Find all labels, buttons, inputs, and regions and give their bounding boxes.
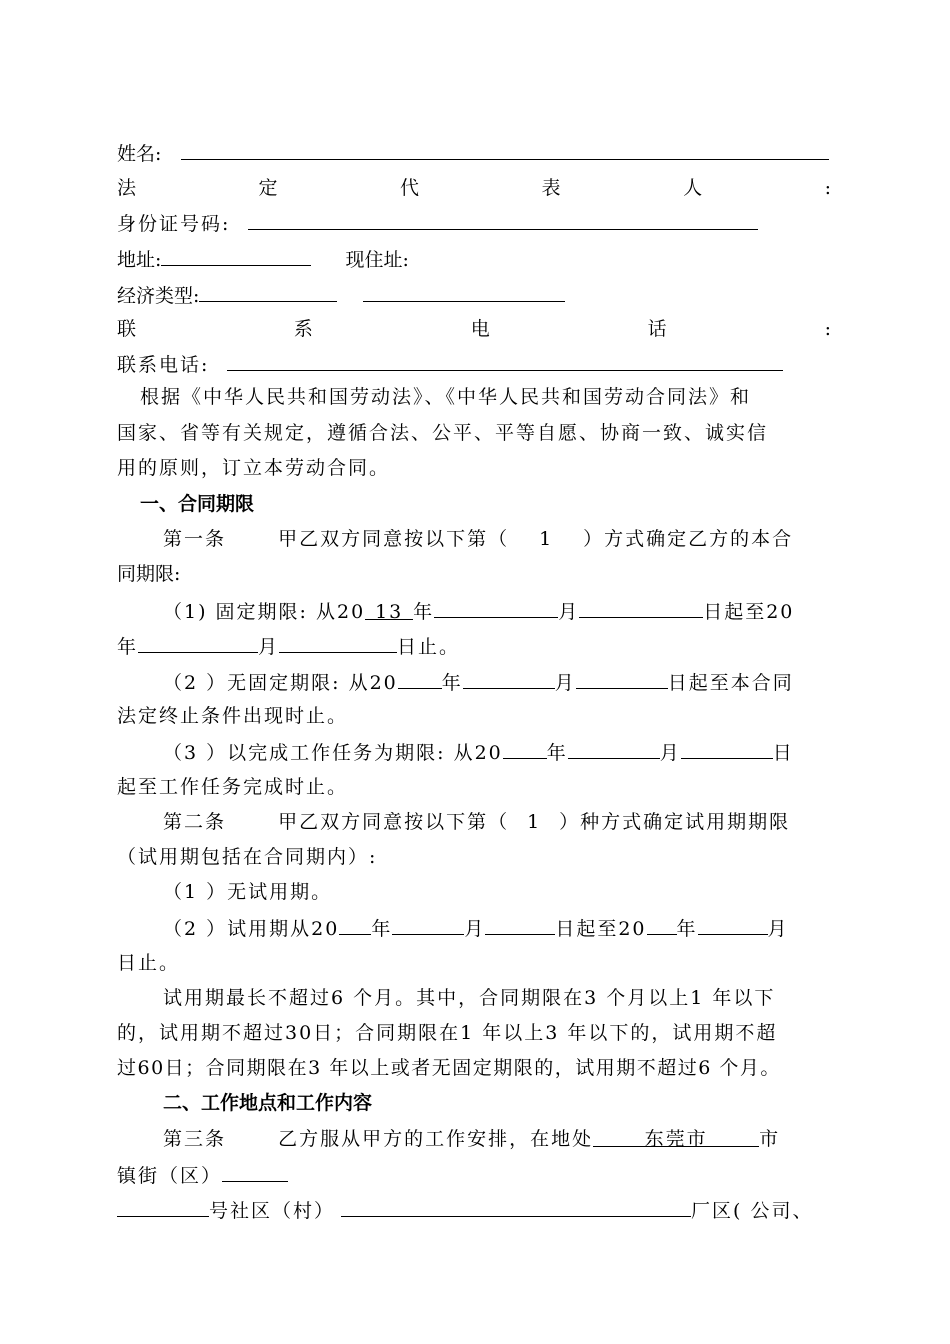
legal-rep-char: 定 xyxy=(258,177,278,199)
article-1-choice: 1 xyxy=(539,528,554,550)
legal-rep-char: 代 xyxy=(400,177,420,199)
contact-phone-row xyxy=(117,350,783,378)
id-row xyxy=(117,209,758,237)
trial-option-2-row xyxy=(163,914,789,942)
intro-line-3: 用的原则，订立本劳动合同。 xyxy=(117,457,391,479)
option-1-day-field[interactable] xyxy=(579,597,703,618)
day-unit: 日 xyxy=(772,742,794,764)
address-row xyxy=(117,245,409,273)
day-unit: 日起至20 xyxy=(703,601,795,623)
community-label: 号社区（村） xyxy=(209,1200,336,1222)
contact-char: 话 xyxy=(647,318,667,340)
article-2-text-end: ）种方式确定试用期期限 xyxy=(559,811,791,833)
legal-rep-char: 人 xyxy=(683,177,703,199)
district-field[interactable] xyxy=(222,1161,288,1182)
article-1-text: 甲乙双方同意按以下第（ xyxy=(278,528,510,550)
year-unit: 年 xyxy=(546,742,568,764)
trial-start-day-field[interactable] xyxy=(485,914,555,935)
option-1-year-field[interactable] xyxy=(365,599,413,623)
contact-char: 电 xyxy=(470,318,490,340)
option-3-month-field[interactable] xyxy=(568,738,660,759)
trial-rule-line-3: 过60日；合同期限在3 年以上或者无固定期限的，试用期不超过6 个月。 xyxy=(117,1057,781,1079)
legal-rep-char: : xyxy=(824,177,831,199)
day-unit: 日止。 xyxy=(397,636,461,658)
trial-start-year-field[interactable] xyxy=(339,914,371,935)
month-unit: 月 xyxy=(554,672,576,694)
econ-type-field[interactable] xyxy=(199,281,337,302)
contact-phone-field[interactable] xyxy=(227,350,783,371)
trial-rule-line-1: 试用期最长不超过6 个月。其中，合同期限在3 个月以上1 年以下 xyxy=(163,987,776,1009)
article-3-cont-label: 镇街（区） xyxy=(117,1165,223,1187)
article-2-row xyxy=(163,809,790,835)
id-label: 身份证号码: xyxy=(117,213,231,235)
article-1-cont: 同期限: xyxy=(117,563,181,585)
year-unit: 年 xyxy=(676,918,698,940)
month-unit: 月 xyxy=(258,636,280,658)
name-row xyxy=(117,139,829,167)
contact-row xyxy=(117,316,831,342)
article-2-cont: （试用期包括在合同期内）: xyxy=(117,846,378,868)
trial-option-2-cont: 日止。 xyxy=(117,952,181,974)
intro-line-2: 国家、省等有关规定，遵循合法、公平、平等自愿、协商一致、诚实信 xyxy=(117,422,769,444)
option-1-cont-row xyxy=(117,632,460,660)
trial-start-month-field[interactable] xyxy=(392,914,464,935)
article-1-number: 第一条 xyxy=(163,528,227,550)
option-3-cont: 起至工作任务完成时止。 xyxy=(117,776,349,798)
community-field[interactable] xyxy=(341,1196,691,1217)
article-1-text-end: ）方式确定乙方的本合 xyxy=(583,528,794,550)
month-unit: 月 xyxy=(767,918,789,940)
option-2-day-field[interactable] xyxy=(576,668,668,689)
trial-end-month-field[interactable] xyxy=(698,914,768,935)
year-unit: 年 xyxy=(371,918,393,940)
id-field[interactable] xyxy=(248,209,758,230)
article-3-city-field[interactable] xyxy=(593,1126,759,1150)
econ-type-field-2[interactable] xyxy=(363,281,565,302)
article-2-choice: 1 xyxy=(527,811,542,833)
address-label: 地址: xyxy=(117,249,162,271)
option-3-day-field[interactable] xyxy=(681,738,773,759)
current-address-label: 现住址: xyxy=(345,249,409,271)
trial-option-2-label: （2 ）试用期从20 xyxy=(163,918,340,940)
article-2-number: 第二条 xyxy=(163,811,227,833)
option-1-year-value: 13 xyxy=(375,601,404,623)
intro-line-1: 根据《中华人民共和国劳动法》、《中华人民共和国劳动合同法》和 xyxy=(140,386,752,408)
option-2-row xyxy=(163,668,794,696)
day-unit: 日起至20 xyxy=(555,918,647,940)
contact-char: 联 xyxy=(117,318,137,340)
option-3-label: （3 ）以完成工作任务为期限: 从20 xyxy=(163,742,503,764)
year-unit: 年 xyxy=(413,601,435,623)
trial-end-year-field[interactable] xyxy=(647,914,677,935)
street-number-field[interactable] xyxy=(117,1196,209,1217)
name-field[interactable] xyxy=(181,139,829,160)
legal-rep-char: 表 xyxy=(541,177,561,199)
option-3-row xyxy=(163,738,794,766)
option-2-label: （2 ）无固定期限: 从20 xyxy=(163,672,398,694)
month-unit: 月 xyxy=(659,742,681,764)
month-unit: 月 xyxy=(464,918,486,940)
name-label: 姓名: xyxy=(117,143,162,165)
option-1-label: （1) 固定期限: 从20 xyxy=(163,601,366,623)
option-2-cont: 法定终止条件出现时止。 xyxy=(117,705,349,727)
article-1-row xyxy=(163,526,793,552)
legal-rep-char: 法 xyxy=(117,177,137,199)
option-1-row xyxy=(163,597,794,625)
option-2-year-field[interactable] xyxy=(398,668,442,689)
month-unit: 月 xyxy=(558,601,580,623)
article-3-text: 乙方服从甲方的工作安排，在地处 xyxy=(278,1128,594,1150)
option-3-year-field[interactable] xyxy=(503,738,547,759)
econ-type-row xyxy=(117,281,565,309)
option-1-end-day-field[interactable] xyxy=(279,632,397,653)
option-2-month-field[interactable] xyxy=(463,668,555,689)
article-3-cont-row xyxy=(117,1161,288,1189)
contact-char: : xyxy=(824,318,831,340)
year-unit: 年 xyxy=(441,672,463,694)
year-unit: 年 xyxy=(117,636,139,658)
article-2-text: 甲乙双方同意按以下第（ xyxy=(278,811,510,833)
option-1-end-month-field[interactable] xyxy=(138,632,258,653)
article-3-number: 第三条 xyxy=(163,1128,227,1150)
article-3-text-end: 市 xyxy=(759,1128,781,1150)
contact-char: 系 xyxy=(293,318,313,340)
trial-rule-line-2: 的，试用期不超过30日；合同期限在1 年以上3 年以下的，试用期不超 xyxy=(117,1022,778,1044)
econ-type-label: 经济类型: xyxy=(117,285,200,307)
section-1-title: 一、合同期限 xyxy=(140,493,255,515)
contact-phone-label: 联系电话: xyxy=(117,354,210,376)
section-2-title: 二、工作地点和工作内容 xyxy=(163,1092,373,1114)
legal-rep-row xyxy=(117,175,831,201)
article-3-row xyxy=(163,1126,780,1152)
day-unit: 日起至本合同 xyxy=(667,672,794,694)
trial-option-1: （1 ）无试用期。 xyxy=(163,881,333,903)
factory-label: 厂区( 公司、 xyxy=(691,1200,814,1222)
address-field[interactable] xyxy=(161,245,311,266)
address-detail-row xyxy=(117,1196,813,1224)
option-1-month-field[interactable] xyxy=(434,597,558,618)
article-3-city-value: 东莞市 xyxy=(644,1128,708,1150)
